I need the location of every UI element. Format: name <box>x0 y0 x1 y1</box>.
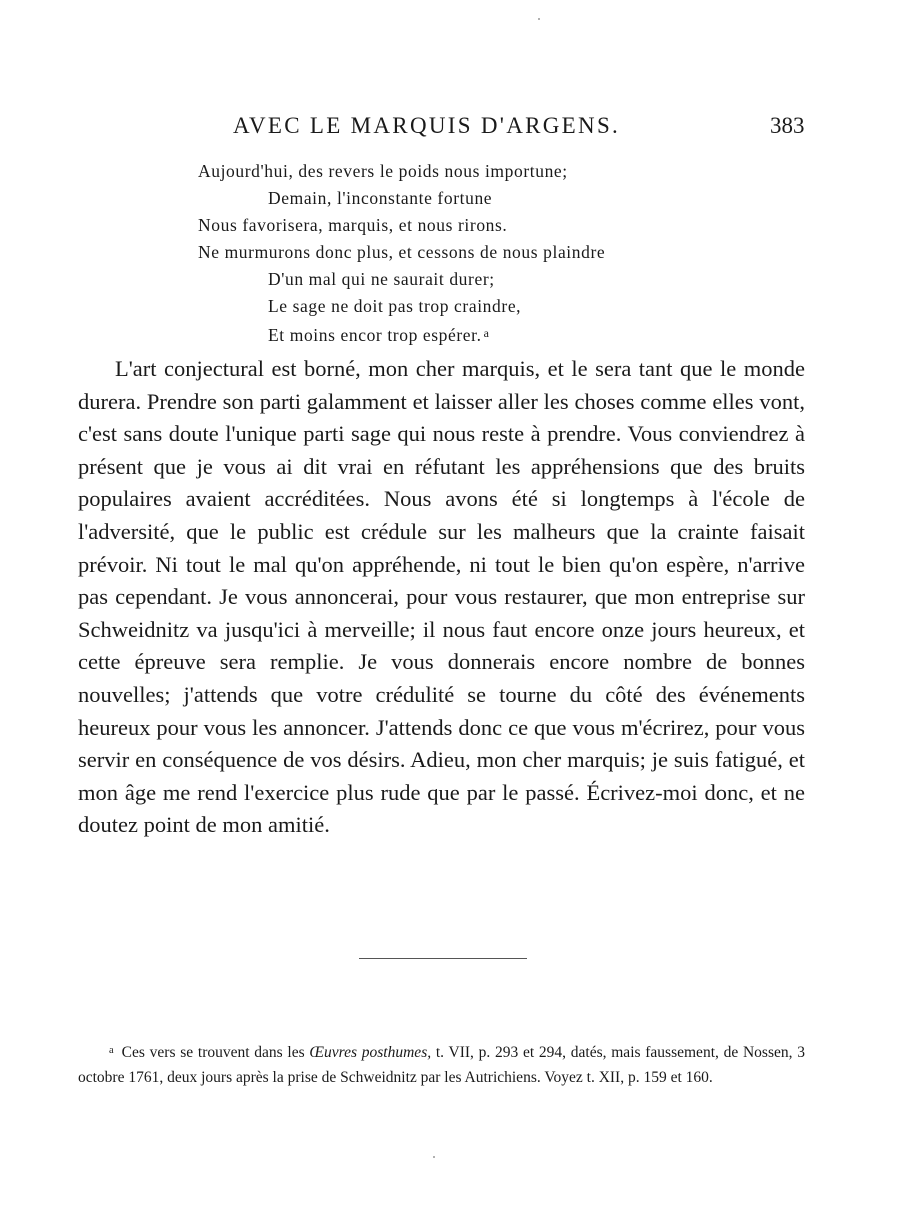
poem-line: Demain, l'inconstante fortune <box>268 188 493 208</box>
poem-last-line <box>0 320 900 347</box>
print-speck <box>433 1156 435 1158</box>
running-title: AVEC LE MARQUIS D'ARGENS. <box>233 113 621 138</box>
footnote-work-title: Œuvres posthumes, <box>309 1044 432 1061</box>
poem-line: Nous favorisera, marquis, et nous rirons. <box>198 215 508 235</box>
footnote-text-before: Ces vers se trouvent dans les <box>121 1044 310 1061</box>
poem-stanza <box>0 158 900 347</box>
body-paragraph: L'art conjectural est borné, mon cher marquis, et le sera tant que le monde durera. Prendre son parti galamment et laisser aller les choses comme elles vont, c'est sans doute l'unique parti sage qui nous reste à prendre. Vous conviendrez à présent que je vous ai dit vrai en réfutant les appréhensions que des bruits populaires avaient accréditées. Nous avons été si longtemps à l'école de l'adversité, que le public est crédule sur les malheurs que la crainte faisait prévoir. Ni tout le mal qu'on appréhende, ni tout le bien qu'on espère, n'arrive pas cependant. Je vous annoncerai, pour vous restaurer, que mon entreprise sur Schweidnitz va jusqu'ici à merveille; il nous faut encore onze jours heureux, et cette épreuve sera remplie. Je vous donnerais encore nombre de bonnes nouvelles; j'attends que votre crédulité se tourne du côté des événements heureux pour vous les annoncer. J'attends donc ce que vous m'écrirez, pour vous servir en conséquence de vos désirs. Adieu, mon cher marquis; je suis fatigué, et mon âge me rend l'exercice plus rude que par le passé. Écrivez-moi donc, et ne doutez point de mon amitié. <box>78 356 805 838</box>
poem-line: Ne murmurons donc plus, et cessons de nous plaindre <box>198 242 606 262</box>
poem-line: D'un mal qui ne saurait durer; <box>268 269 495 289</box>
footnote-reference[interactable]: a <box>483 326 490 340</box>
page-number: 383 <box>770 113 805 138</box>
footnote <box>78 1038 805 1090</box>
section-divider <box>359 958 527 959</box>
footnote-text-after: t. VII, p. 293 et 294, datés, mais faussement, de Nossen, 3 octobre 1761, deux jours après la prise de Schweidnitz par les Autrichiens. Voyez t. XII, p. 159 et 160. <box>78 1044 805 1086</box>
print-speck <box>538 18 540 20</box>
footnote-letter: a <box>109 1045 114 1056</box>
running-head <box>0 113 900 147</box>
poem-line: Le sage ne doit pas trop craindre, <box>268 296 522 316</box>
poem-line: Aujourd'hui, des revers le poids nous importune; <box>198 161 568 181</box>
poem-line-text: Et moins encor trop espérer. <box>268 325 482 345</box>
